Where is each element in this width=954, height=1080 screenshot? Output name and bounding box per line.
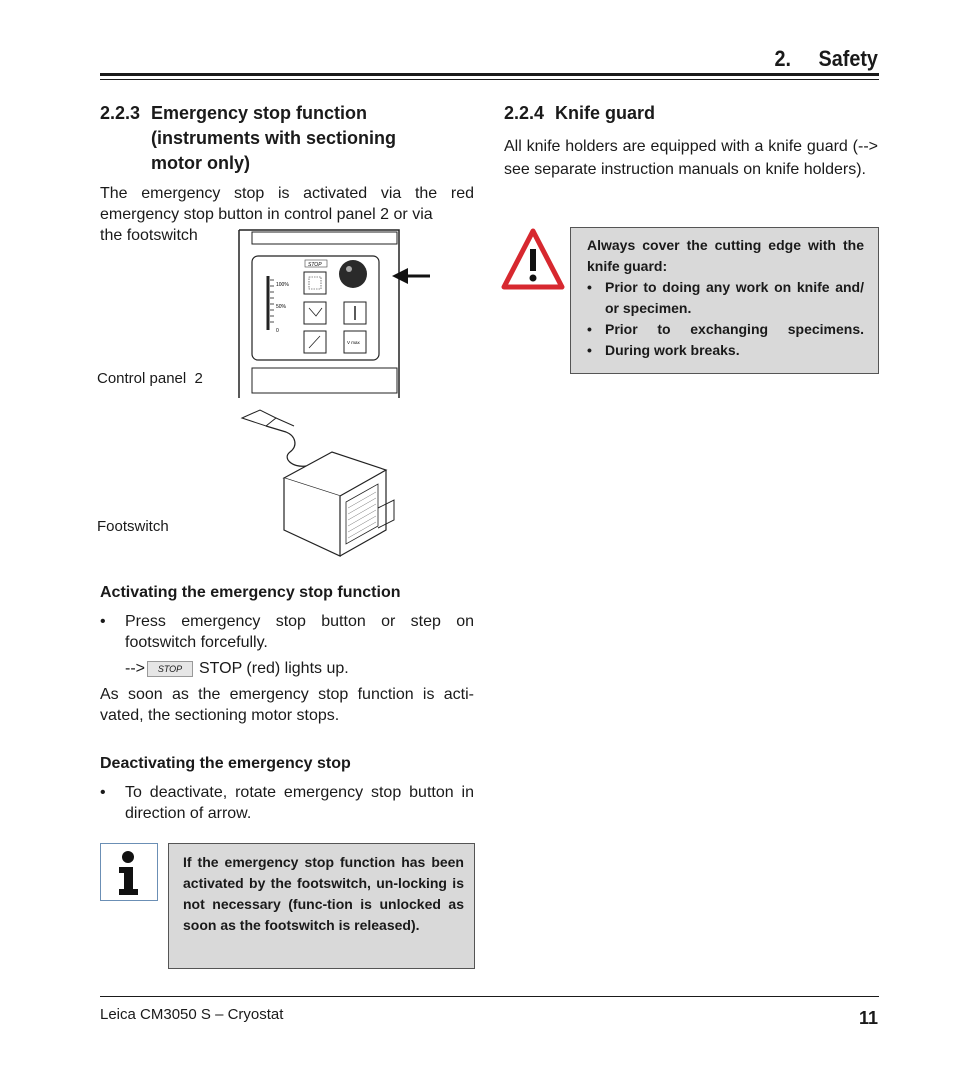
label-100: 100% [276,282,289,288]
info-note-box [168,843,475,969]
panel-button [304,272,326,294]
stop-badge: STOP [147,661,193,677]
activating-heading: Activating the emergency stop function [100,584,401,601]
footswitch-figure [236,404,406,564]
section-2-2-3-heading [100,101,480,176]
caption-control-panel: Control panel 2 [97,370,203,387]
deactivating-bullet: • To deactivate, rotate emergency stop button in direction of arrow. [100,784,474,822]
warning-item: • During work breaks. [587,342,740,358]
section-title-line: (instruments with sectioning [151,128,397,148]
header-rule-thin [100,79,879,80]
footer-rule [100,996,879,997]
label-50: 50% [276,304,287,310]
activating-bullet-text: Press emergency stop button or step on footswitch forcefully. [125,613,474,651]
section-number: 2.2.4 [504,103,545,123]
activating-paragraph: As soon as the emergency stop function is acti-vated, the sectioning motor stops. [100,686,474,724]
activating-result [125,658,349,679]
section-title: Knife guard [555,103,656,123]
intro-paragraph-end: the footswitch [100,227,198,244]
label-0: 0 [276,328,279,334]
stop-button-icon [339,260,367,288]
caption-footswitch: Footswitch [97,518,169,535]
chapter-title: 2. Safety [774,46,878,71]
footer-product: Leica CM3050 S – Cryostat [100,1006,284,1023]
activating-bullet: • Press emergency stop button or step on footswitch forcefully. [100,613,474,651]
warning-box [570,227,879,374]
info-note-text: If the emergency stop function has been activated by the footswitch, un-locking is not necessary (func-tion is unlocked as soon as the footswitch is released). [183,854,464,933]
warning-item: • Prior to exchanging specimens. [587,321,864,337]
deactivating-bullet-text: To deactivate, rotate emergency stop button in direction of arrow. [125,784,474,822]
panel-button [304,302,326,324]
page-number: 11 [858,1008,878,1028]
header-rule [100,73,879,76]
arrow-prefix: --> [125,660,145,677]
section-title-line: Emergency stop function [151,103,368,123]
svg-text:V max: V max [347,340,360,345]
section-title-line: motor only) [151,153,250,173]
knife-guard-paragraph: All knife holders are equipped with a knife guard (--> see separate instruction manuals on knife holders). [504,138,878,178]
control-panel-figure [234,228,434,398]
result-text: STOP (red) lights up. [199,660,349,677]
info-icon [100,843,158,901]
intro-paragraph: The emergency stop is activated via the red emergency stop button in control panel 2 or via [100,185,474,223]
warning-triangle-icon [501,227,565,291]
warning-intro: Always cover the cutting edge with the knife guard: [587,237,864,274]
section-2-2-4-heading [504,101,655,126]
stop-tag: STOP [308,262,322,268]
section-number: 2.2.3 [100,103,141,123]
warning-item: • Prior to doing any work on knife and/ or specimen. [587,279,864,316]
deactivating-heading: Deactivating the emergency stop [100,755,351,772]
arrow-left-icon [392,268,430,284]
